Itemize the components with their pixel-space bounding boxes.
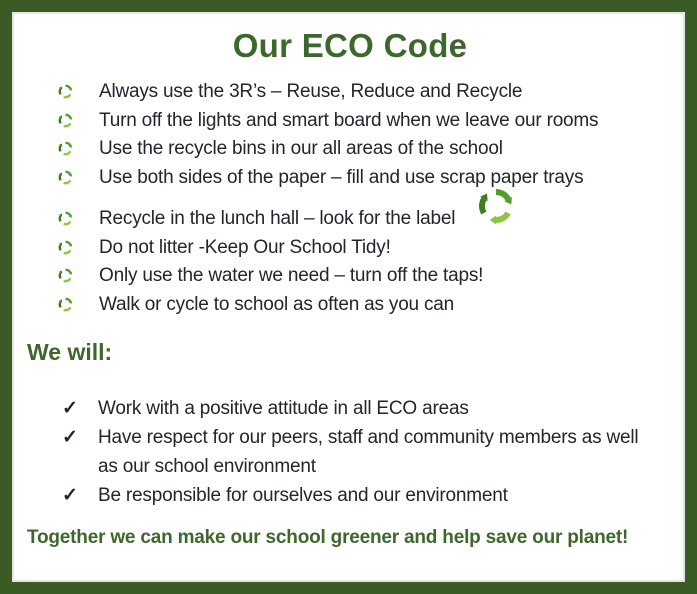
checkmark-icon: ✓ — [62, 485, 78, 506]
recycle-bullet-icon — [57, 239, 74, 256]
eco-rule-text: Use the recycle bins in our all areas of the school — [99, 138, 503, 159]
recycle-bullet-icon — [57, 296, 74, 313]
eco-rule-item — [57, 262, 673, 291]
eco-rule-text: Use both sides of the paper – fill and use scrap paper trays — [99, 166, 584, 188]
eco-rule-item — [57, 107, 673, 136]
checkmark-icon: ✓ — [62, 427, 78, 448]
we-will-heading: We will: — [27, 339, 113, 365]
poster-content — [12, 12, 685, 582]
we-will-item — [62, 423, 673, 481]
we-will-item — [62, 394, 673, 423]
eco-rule-item — [57, 205, 673, 234]
we-will-text: Be responsible for ourselves and our environment — [98, 485, 508, 506]
recycle-bullet-icon — [57, 210, 74, 227]
recycle-bullet-icon — [57, 140, 74, 157]
eco-rule-item — [57, 135, 673, 164]
eco-rule-text: Do not litter -Keep Our School Tidy! — [99, 236, 391, 258]
recycle-bullet-icon — [57, 83, 74, 100]
we-will-item — [62, 481, 673, 510]
eco-rule-item — [57, 164, 673, 193]
eco-rule-item — [57, 291, 673, 320]
eco-rule-text: Turn off the lights and smart board when we leave our rooms — [99, 109, 599, 131]
eco-rule-text: Recycle in the lunch hall – look for the label — [99, 208, 456, 229]
eco-rules-list — [27, 78, 673, 319]
footer-slogan: Together we can make our school greener and help save our planet! — [27, 527, 629, 548]
recycle-bullet-icon — [57, 169, 74, 186]
eco-rule-text: Always use the 3R’s – Reuse, Reduce and Recycle — [99, 81, 523, 102]
we-will-text: Work with a positive attitude in all ECO areas — [98, 398, 469, 419]
eco-rule-text: Walk or cycle to school as often as you can — [99, 293, 455, 315]
we-will-list — [27, 394, 673, 510]
checkmark-icon: ✓ — [62, 398, 78, 419]
recycle-bullet-icon — [57, 267, 74, 284]
eco-rule-item — [57, 78, 673, 107]
eco-rule-text: Only use the water we need – turn off the taps! — [99, 265, 484, 286]
page-title: Our ECO Code — [232, 27, 468, 64]
recycle-label-icon — [473, 185, 519, 227]
eco-rule-item — [57, 234, 673, 263]
we-will-text: Have respect for our peers, staff and community members as well as our school environment — [98, 427, 639, 477]
recycle-bullet-icon — [57, 112, 74, 129]
